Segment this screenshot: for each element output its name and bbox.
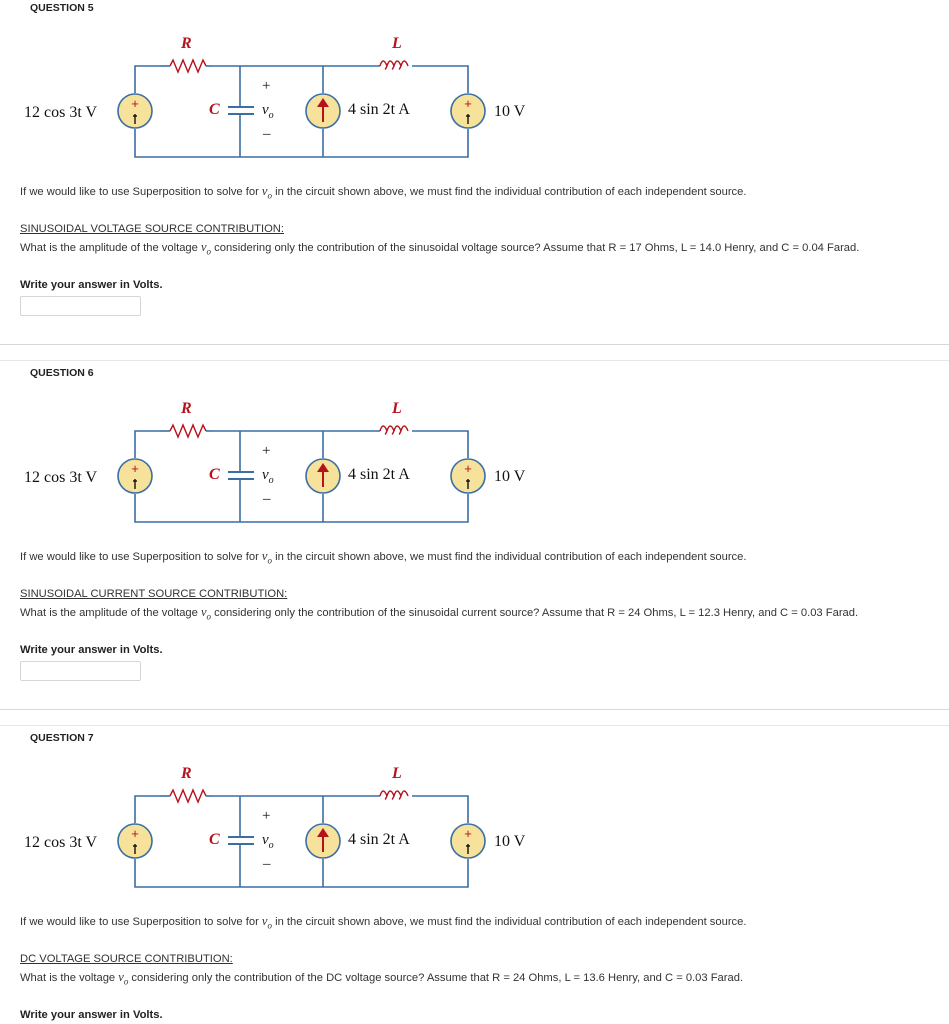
svg-text:+: +	[131, 826, 139, 841]
circuit-diagram	[0, 762, 560, 897]
wire	[135, 494, 468, 522]
wire	[135, 859, 468, 887]
current-source-label: 4 sin 2t A	[348, 466, 410, 483]
question-text: What is the amplitude of the voltage $v_o$ considering only the contribution of the sinusoidal voltage source? Assume that R = 17 Ohms, L = 14.0 Henry, and C = 0.04 Farad.	[20, 240, 860, 257]
wire	[412, 66, 468, 93]
wire	[135, 796, 160, 823]
contribution-heading: SINUSOIDAL CURRENT SOURCE CONTRIBUTION:	[20, 588, 288, 600]
question-label: QUESTION 6	[30, 367, 94, 379]
contribution-heading: DC VOLTAGE SOURCE CONTRIBUTION:	[20, 953, 233, 965]
svg-text:+: +	[464, 96, 472, 111]
write-answer-label: Write your answer in Volts.	[20, 279, 163, 291]
wire	[412, 796, 468, 823]
inductor-symbol	[380, 426, 408, 434]
circuit-diagram	[0, 32, 560, 167]
write-answer-label: Write your answer in Volts.	[20, 644, 163, 656]
inductor-label: L	[392, 765, 402, 782]
wire	[135, 66, 160, 93]
circuit-svg	[0, 397, 560, 532]
dc-source-label: 10 V	[494, 833, 526, 850]
voltage-source-label: 12 cos 3t V	[24, 104, 98, 121]
circuit-svg	[0, 32, 560, 167]
contribution-heading: SINUSOIDAL VOLTAGE SOURCE CONTRIBUTION:	[20, 223, 284, 235]
answer-input[interactable]	[20, 296, 141, 316]
dc-source-label: 10 V	[494, 103, 526, 120]
svg-text:+: +	[131, 96, 139, 111]
write-answer-label: Write your answer in Volts.	[20, 1009, 163, 1021]
vo-minus: –	[263, 856, 271, 872]
vo-label: $v_o$	[262, 832, 274, 851]
capacitor-label: C	[209, 831, 220, 848]
answer-input[interactable]	[20, 661, 141, 681]
wire	[135, 431, 160, 458]
resistor-symbol	[170, 60, 206, 72]
inductor-label: L	[392, 35, 402, 52]
resistor-symbol	[170, 425, 206, 437]
svg-text:+: +	[131, 461, 139, 476]
question-text: What is the voltage $v_o$ considering only the contribution of the DC voltage source? Assume that R = 24 Ohms, L = 13.6 Henry, and C = 0.03 Farad.	[20, 970, 744, 987]
dc-source-label: 10 V	[494, 468, 526, 485]
resistor-symbol	[170, 790, 206, 802]
voltage-source-label: 12 cos 3t V	[24, 469, 98, 486]
intro-text: If we would like to use Superposition to solve for $v_o$ in the circuit shown above, we must find the individual contribution of each independent source.	[20, 549, 747, 566]
current-source-label: 4 sin 2t A	[348, 831, 410, 848]
question-label: QUESTION 5	[30, 2, 94, 14]
vo-minus: –	[263, 491, 271, 507]
capacitor-label: C	[209, 101, 220, 118]
intro-text: If we would like to use Superposition to solve for $v_o$ in the circuit shown above, we must find the individual contribution of each independent source.	[20, 914, 747, 931]
vo-minus: –	[263, 126, 271, 142]
vo-label: $v_o$	[262, 102, 274, 121]
inductor-label: L	[392, 400, 402, 417]
section-divider	[0, 344, 949, 345]
voltage-source-label: 12 cos 3t V	[24, 834, 98, 851]
inductor-symbol	[380, 61, 408, 69]
vo-plus: +	[262, 78, 271, 94]
current-source-label: 4 sin 2t A	[348, 101, 410, 118]
vo-plus: +	[262, 443, 271, 459]
circuit-diagram	[0, 397, 560, 532]
svg-text:+: +	[464, 461, 472, 476]
capacitor-label: C	[209, 466, 220, 483]
resistor-label: R	[181, 35, 192, 52]
inductor-symbol	[380, 791, 408, 799]
section-divider	[0, 360, 949, 361]
intro-text: If we would like to use Superposition to solve for $v_o$ in the circuit shown above, we must find the individual contribution of each independent source.	[20, 184, 747, 201]
svg-text:+: +	[464, 826, 472, 841]
vo-plus: +	[262, 808, 271, 824]
resistor-label: R	[181, 400, 192, 417]
circuit-svg	[0, 762, 560, 897]
vo-label: $v_o$	[262, 467, 274, 486]
question-text: What is the amplitude of the voltage $v_o$ considering only the contribution of the sinusoidal current source? Assume that R = 24 Ohms, L = 12.3 Henry, and C = 0.03 Farad.	[20, 605, 859, 622]
wire	[135, 129, 468, 157]
wire	[412, 431, 468, 458]
section-divider	[0, 709, 949, 710]
section-divider	[0, 725, 949, 726]
question-label: QUESTION 7	[30, 732, 94, 744]
resistor-label: R	[181, 765, 192, 782]
